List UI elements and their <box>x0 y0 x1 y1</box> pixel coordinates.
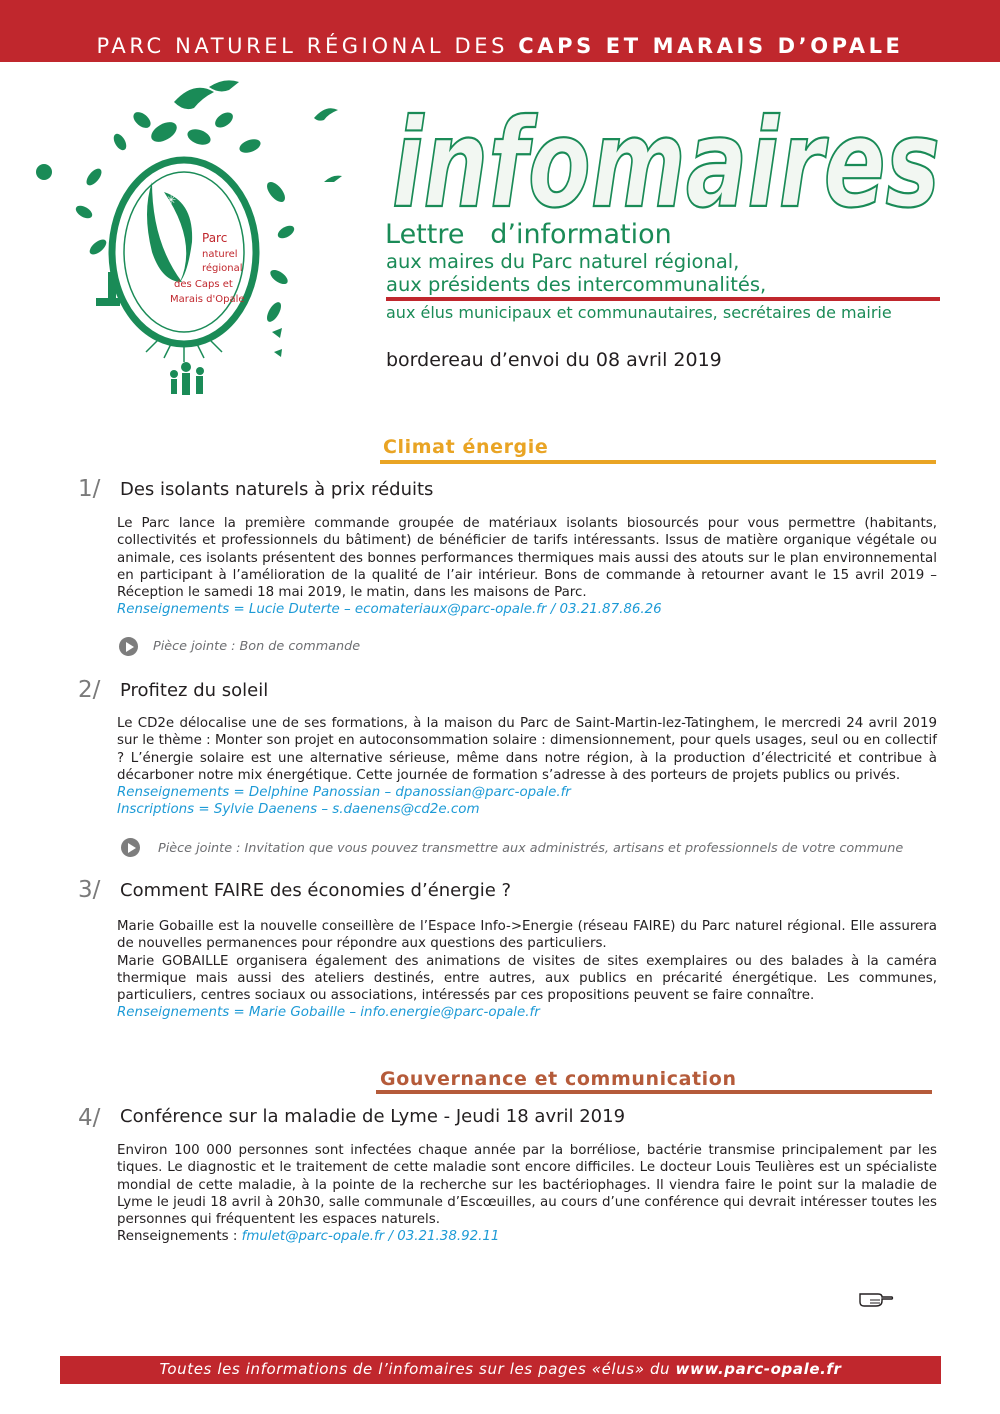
article-text: Environ 100 000 personnes sont infectées chaque année par la borréliose, bactérie transmise principalement par les tiques. Le diagnostic et le traitement de cette maladie sont encore difficiles. Le docteur Louis Teulières est un spécialiste mondial de cette maladie, à la pointe de la recherche sur les bactériophages. Il viendra faire le point sur la maladie de Lyme le jeudi 18 avril à 20h30, salle communale d’Escœuilles, au cours d’une conférence qui devrait intéresser toutes les personnes qui fréquentent les espaces naturels. <box>117 1143 937 1228</box>
attachment-label[interactable]: Pièce jointe : Invitation que vous pouvez transmettre aux administrés, artisans et professionnels de votre commune <box>158 841 904 856</box>
newsletter-title <box>386 88 946 238</box>
logo-text-line4: des Caps et <box>174 279 233 290</box>
article-text: Le Parc lance la première commande groupée de matériaux isolants biosourcés pour vous permettre (habitants, collectivités et professionnels du bâtiment) de bénéficier de tarifs intéressants. Issus de matière organique végétale ou animale, ces isolants présentent des bonnes performances thermiques mais aussi des atouts sur le plan environnemental en participant à l’amélioration de la qualité de l’air intérieur. Bons de commande à retourner avant le 15 avril 2019 – Réception le samedi 18 mai 2019, le matin, dans les maisons de Parc. <box>117 516 937 601</box>
article-text: Marie Gobaille est la nouvelle conseillère de l’Espace Info->Energie (réseau FAIRE) du Parc naturel régional. Elle assurera de nouvelles permanences pour répondre aux questions des particuliers. <box>117 919 937 952</box>
attachment-label[interactable]: Pièce jointe : Bon de commande <box>153 639 361 654</box>
article-title: Des isolants naturels à prix réduits <box>120 479 434 500</box>
article-title: Comment FAIRE des économies d’énergie ? <box>120 880 512 901</box>
audience-line-3: aux élus municipaux et communautaires, secrétaires de mairie <box>386 303 892 322</box>
article-text: Le CD2e délocalise une de ses formations, à la maison du Parc de Saint-Martin-lez-Tatinghem, le mercredi 24 avril 2019 sur le thème : Monter son projet en autoconsommation solaire : dimensionnement, pour quels usages, seul ou en collectif ? L’énergie solaire est une alternative sérieuse, même dans notre région, à la production d’électricité et contribue à décarboner notre mix énergétique. Cette journée de formation s’adresse à des porteurs de projets publics ou privés. <box>117 716 937 783</box>
contact-link[interactable]: Renseignements = Delphine Panossian – dpanossian@parc-opale.fr <box>117 785 571 801</box>
organization-name: PARC NATUREL RÉGIONAL DES CAPS ET MARAIS D’OPALE <box>96 34 904 58</box>
contact-link[interactable]: Renseignements = Marie Gobaille – info.energie@parc-opale.fr <box>117 1005 540 1021</box>
play-icon[interactable] <box>121 838 140 857</box>
section-heading-climat: Climat énergie <box>383 436 549 458</box>
section-divider-gouvernance <box>376 1090 932 1094</box>
article-body <box>117 515 937 619</box>
newsletter-title-text: infomaires <box>392 93 940 235</box>
audience-line-2: aux présidents des intercommunalités, <box>386 273 767 296</box>
logo-text-line2: naturel <box>202 249 238 260</box>
article-title: Conférence sur la maladie de Lyme - Jeudi 18 avril 2019 <box>120 1106 626 1127</box>
article-body <box>117 715 937 819</box>
article-body <box>117 918 937 1022</box>
audience-line-1: aux maires du Parc naturel régional, <box>386 250 740 273</box>
article-body <box>117 1142 937 1246</box>
contact-link[interactable]: Renseignements = Lucie Duterte – ecomateriaux@parc-opale.fr / 03.21.87.86.26 <box>117 602 662 618</box>
article-number: 2/ <box>78 677 101 703</box>
contact-line <box>117 1228 937 1245</box>
article-number: 4/ <box>78 1105 101 1131</box>
article-number: 1/ <box>78 476 101 502</box>
masthead-divider <box>386 297 940 301</box>
logo-text-line3: régional <box>202 263 243 274</box>
footer-website-link[interactable]: www.parc-opale.fr <box>675 1360 842 1378</box>
footer-text: Toutes les informations de l’infomaires sur les pages «élus» du www.parc-opale.fr <box>159 1360 842 1378</box>
logo-text-line5: Marais d'Opale <box>170 294 245 305</box>
dispatch-date: bordereau d’envoi du 08 avril 2019 <box>386 349 722 371</box>
svg-text:✳: ✳ <box>166 193 177 207</box>
park-logo-icon <box>24 62 354 412</box>
play-icon[interactable] <box>119 637 138 656</box>
letter-title: Lettre d’information <box>385 219 672 250</box>
contact-link[interactable]: fmulet@parc-opale.fr / 03.21.38.92.11 <box>241 1229 500 1245</box>
section-divider-climat <box>380 460 936 464</box>
pointing-hand-icon <box>858 1286 894 1308</box>
section-heading-gouvernance: Gouvernance et communication <box>380 1068 737 1090</box>
contact-label: Renseignements : <box>117 1229 242 1245</box>
article-title: Profitez du soleil <box>120 680 269 701</box>
article-text: Marie GOBAILLE organisera également des animations de visites de sites exemplaires ou des balades à la caméra thermique mais aussi des ateliers destinés, entre autres, aux publics en précarité énergétique. Les communes, particuliers, centres sociaux ou associations, intéressés par ces propositions peuvent se faire connaître. <box>117 953 937 1004</box>
article-number: 3/ <box>78 877 101 903</box>
registration-link[interactable]: Inscriptions = Sylvie Daenens – s.daenens@cd2e.com <box>117 802 480 818</box>
logo-text-line1: Parc <box>202 231 228 245</box>
